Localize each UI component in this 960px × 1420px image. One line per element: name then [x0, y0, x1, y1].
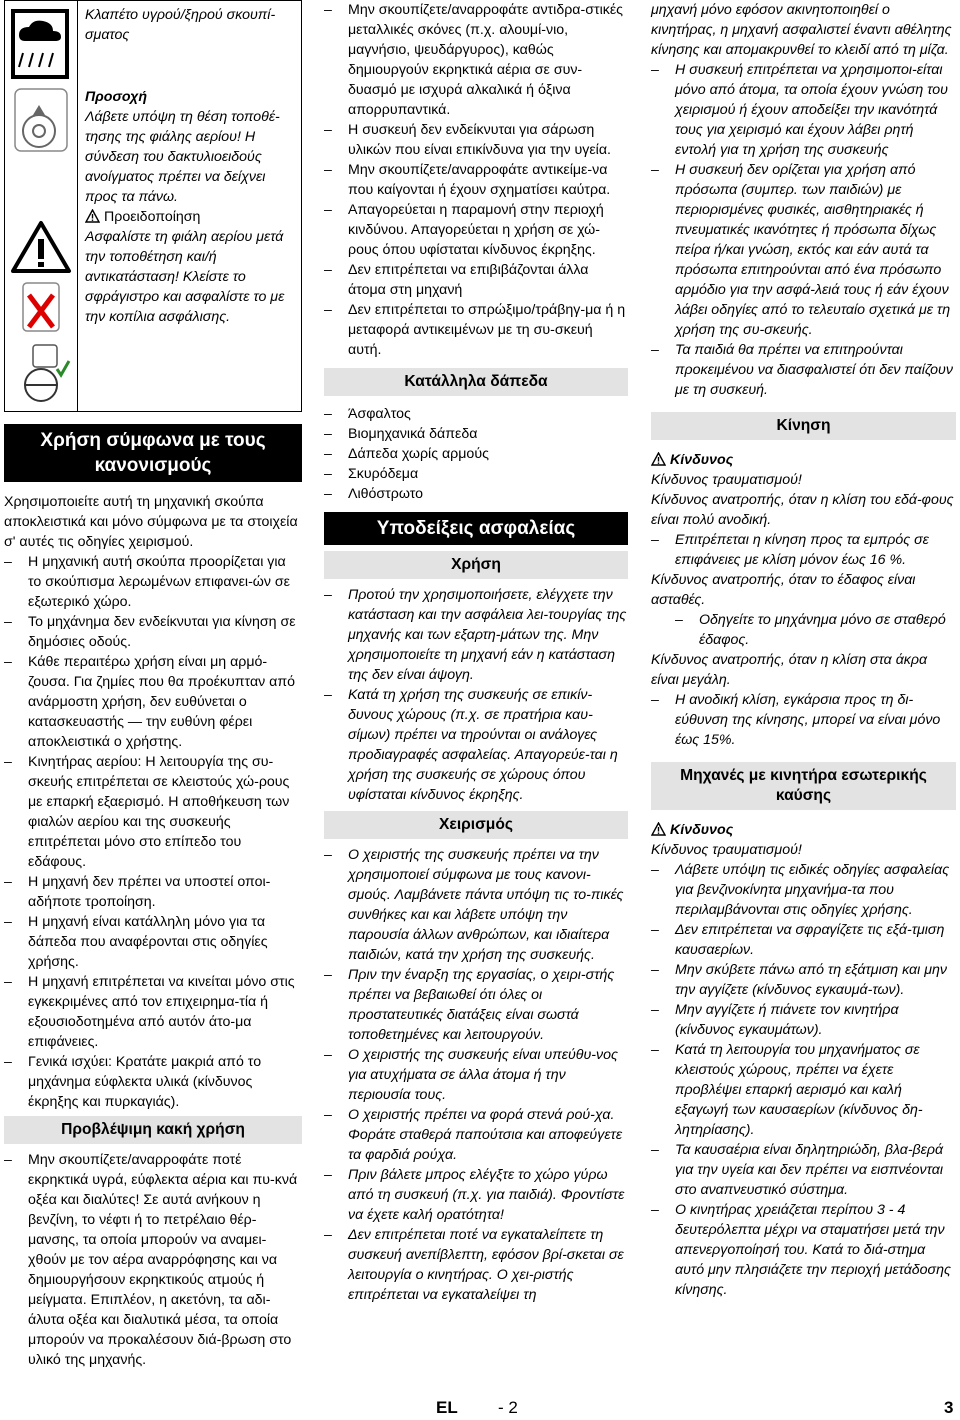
list-item: – Μην σκουπίζετε/αναρροφάτε ποτέ εκρηκτικά υγρά, εύφλεκτα αέρια και πυ-κνά οξέα και διαλύτες! Σε αυτά ανήκουν η βενζίνη, το νέφτι ή το πετρέλαιο θέρ-μανσης, τα οποία μπορούν να αναμει-χθούν με τον αέρα αναρρόφησης και να δημιουργήσουν εκρηκτικούς ατμούς ή μείγματα. Επιπλέον, η ακετόνη, τα αδι-άλυτα οξέα και διαλυτικά μέσα, τα οποία μπορούν να προκαλέσουν διά-βρωση στο υλικό της μηχανής. — [4, 1150, 302, 1370]
list-item: – Το μηχάνημα δεν ενδείκνυται για κίνηση σε δημόσιες οδούς. — [4, 612, 302, 652]
warning-box — [4, 0, 302, 412]
floors-list — [324, 404, 628, 504]
list-item: – Γενικά ισχύει: Κρατάτε μακριά από το μηχάνημα εύφλεκτα υλικά (κίνδυνος έκρηξης και πυρκαγιάς). — [4, 1052, 302, 1112]
tip-1-item: – Επιτρέπεται η κίνηση προς τα εμπρός σε επιφάνειες με κλίση μόνον έως 16 %. — [651, 530, 956, 570]
list-item: – Απαγορεύεται η παραμονή στην περιοχή κινδύνου. Απαγορεύεται η χρήση σε χώ-ρους όπου υφίσταται κίνδυνος έκρηξης. — [324, 200, 628, 260]
section-heading-operator: Χειρισμός — [324, 811, 628, 839]
list-item: – Ο χειριστής της συσκευής είναι υπεύθυ-νος για ατυχήματα σε άλλα άτομα ή την περιουσία τους. — [324, 1045, 628, 1105]
crossed-lock-icon — [23, 283, 59, 331]
column-3 — [651, 0, 956, 1300]
footer-page: - 2 — [498, 1398, 518, 1417]
list-item: – Δεν επιτρέπεται να επιβιβάζονται άλλα άτομα στη μηχανή — [324, 260, 628, 300]
operator-list-cont — [651, 60, 956, 400]
section-heading-movement: Κίνηση — [651, 412, 956, 440]
list-item: – Τα παιδιά θα πρέπει να επιτηρούνται προκειμένου να διασφαλιστεί ότι δεν παίζουν με τη συσκευή. — [651, 340, 956, 400]
list-item: – Λάβετε υπόψη τις ειδικές οδηγίες ασφαλείας για βενζινοκίνητα μηχανήμα-τα που περιλαμβάνονται στις οδηγίες χρήσης. — [651, 860, 956, 920]
floor-item: – Δάπεδα χωρίς αρμούς — [324, 444, 628, 464]
section-heading-misuse: Προβλέψιμη κακή χρήση — [4, 1116, 302, 1144]
caution-title: Προσοχή — [85, 89, 147, 105]
warn-title-row — [85, 207, 297, 227]
engine-danger-title: Κίνδυνος — [670, 822, 734, 838]
list-item: – Κατά τη χρήση της συσκευής σε επικίν-δυνους χώρους (π.χ. σε πρατήρια καυ-σίμων) πρέπει να τηρούνται οι ανάλογες προδιαγραφές ασφαλείας. Απαγορεύε-ται η χρήση της συσκευής σε χώρους όπου υφίσταται κίνδυνος έκρηξης. — [324, 685, 628, 805]
floor-item: – Βιομηχανικά δάπεδα — [324, 424, 628, 444]
warn-title: Προειδοποίηση — [104, 209, 201, 225]
section-heading-floors: Κατάλληλα δάπεδα — [324, 368, 628, 396]
list-item: – Η μηχανική αυτή σκούπα προορίζεται για το σκούπισμα λερωμένων επιφανει-ών σε εξωτερικό χώρο. — [4, 552, 302, 612]
warning-triangle-icon — [651, 452, 666, 466]
list-item: – Κινητήρας αερίου: Η λειτουργία της συ-σκευής επιτρέπεται σε κλειστούς χώ-ρους με επαρκή εξαερισμό. Η αποθήκευση των φιαλών αερίου και της συσκευής επιτρέπεται μόνο στο επίπεδο του εδάφους. — [4, 752, 302, 872]
list-item: – Η συσκευή δεν ορίζεται για χρήση από πρόσωπα (συμπερ. των παιδιών) με περιορισμένες φυσικές, αισθητηριακές ή πνευματικές ικανότητες ή πρόσωπα δίχως πείρα ή/και γνώση, εκτός και εάν αυτά τα πρόσωπα επιτηρούνται από ένα πρόσωπο αρμόδιο για την ασφά-λειά τους ή εάν έχουν λάβει οδηγίες από το τελευταίο σχετικά με τη χρήση της συ-σκευής. — [651, 160, 956, 340]
footer-side: 3 — [944, 1398, 954, 1417]
list-item: – Μην αγγίζετε ή πιάνετε τον κινητήρα (κίνδυνος εγκαυμάτων). — [651, 1000, 956, 1040]
engine-danger-title-row — [651, 820, 956, 840]
danger-title-row — [651, 450, 956, 470]
icon-column — [5, 1, 78, 411]
list-item: – Δεν επιτρέπεται το σπρώξιμο/τράβηγ-μα ή η μεταφορά αντικειμένων με τη συ-σκευή αυτή. — [324, 300, 628, 360]
list-item: – Δεν επιτρέπεται να σφραγίζετε τις εξά-τμιση καυσαερίων. — [651, 920, 956, 960]
section-heading-safety: Υποδείξεις ασφαλείας — [324, 512, 628, 545]
list-item: – Ο χειριστής πρέπει να φορά στενά ρού-χα. Φοράτε σταθερά παπούτσια και αποφεύγετε τα φαρδιά ρούχα. — [324, 1105, 628, 1165]
warn-text: Ασφαλίστε τη φιάλη αερίου μετά την τοποθέτηση και/ή αντικατάσταση! Κλείστε το σφράγιστρο και ασφαλίστε το με την κοπίλια ασφάλισης. — [85, 229, 285, 325]
list-item: – Η μηχανή δεν πρέπει να υποστεί οποι-αδήποτε τροποίηση. — [4, 872, 302, 912]
engine-danger: Κίνδυνος τραυματισμού! — [651, 842, 802, 858]
use-list — [324, 585, 628, 805]
list-item: – Η μηχανή είναι κατάλληλη μόνο για τα δάπεδα που αναφέρονται στις οδηγίες χρήσης. — [4, 912, 302, 972]
list-item: – Η συσκευή επιτρέπεται να χρησιμοποι-είται μόνο από άτομα, τα οποία έχουν γνώση του χειρισμού ή έχουν αποδείξει την ικανότητά τους για χειρισμό και έχουν λάβει ρητή εντολή για τη χρήση της συσκευής — [651, 60, 956, 160]
tip-2-item: – Οδηγείτε το μηχάνημα μόνο σε σταθερό έδαφος. — [651, 610, 956, 650]
footer-lang: EL — [436, 1398, 458, 1417]
caution-text: Λάβετε υπόψη τη θέση τοποθέ-τησης της φιάλης αερίου! Η σύνδεση του δακτυλιοειδούς ανοίγματος πρέπει να δείχνει προς τα πάνω. — [85, 109, 280, 205]
misuse-list-cont — [324, 0, 628, 360]
tip-3: Κίνδυνος ανατροπής, όταν η κλίση στα άκρα είναι μεγάλη. — [651, 652, 928, 688]
list-item: – Κατά τη λειτουργία του μηχανήματος σε κλειστούς χώρους, πρέπει να έχετε προβλέψει επαρκή αερισμό και καλή εξαγωγή των καυσαερίων (κίνδυνος δη-λητηρίασης). — [651, 1040, 956, 1140]
section-heading-use: Χρήση — [324, 551, 628, 579]
misuse-list — [4, 1150, 302, 1370]
wet-dry-flap-icon — [11, 9, 69, 79]
warning-triangle-icon — [85, 209, 100, 223]
floor-item: – Λιθόστρωτο — [324, 484, 628, 504]
warning-triangle-icon — [13, 223, 69, 271]
list-item: – Κάθε περαιτέρω χρήση είναι μη αρμό-ζουσα. Για ζημίες που θα προέκυπταν από ανάρμοστη χρήση, δεν ευθύνεται ο κατασκευαστής — την ευθύνη φέρει αποκλειστικά ο χρήστης. — [4, 652, 302, 752]
list-item: – Πριν την έναρξη της εργασίας, ο χειρι-στής πρέπει να βεβαιωθεί ότι όλες οι προστατευτικές διατάξεις είναι σωστά τοποθετημένες και λειτουργούν. — [324, 965, 628, 1045]
secured-bottle-icon — [25, 345, 69, 401]
list-item: – Προτού την χρησιμοποιήσετε, ελέγχετε την κατάσταση και την ασφάλεια λει-τουργίας της μηχανής και των εξαρτη-μάτων της. Μην χρησιμοποιείτε τη μηχανή εάν η κατάσταση της δεν είναι άψογη. — [324, 585, 628, 685]
list-item: – Ο κινητήρας χρειάζεται περίπου 3 - 4 δευτερόλεπτα μέχρι να σταματήσει μετά την απενεργοποίησή του. Κατά το διά-στημα αυτό μην πλησιάζετε την περιοχή μετάδοσης κίνησης. — [651, 1200, 956, 1300]
list-item: – Δεν επιτρέπεται ποτέ να εγκαταλείπετε τη συσκευή ανεπίβλεπτη, εφόσον βρί-σκεται σε λειτουργία ο κινητήρας. Ο χει-ριστής επιτρέπεται να εγκαταλείψει τη — [324, 1225, 628, 1305]
section-heading-intended-use: Χρήση σύμφωνα με τους κανονισμούς — [4, 424, 302, 482]
list-item: – Η μηχανή επιτρέπεται να κινείται μόνο στις εγκεκριμένες από τον επιχειρημα-τία ή εξουσιοδοτημένα από αυτόν άτο-μα επιφάνειες. — [4, 972, 302, 1052]
floor-item: – Σκυρόδεμα — [324, 464, 628, 484]
column-2 — [324, 0, 628, 1305]
intended-use-list — [4, 552, 302, 1112]
list-item: – Πριν βάλετε μπρος ελέγξτε το χώρο γύρω από τη συσκευή (π.χ. για παιδιά). Φροντίστε να έχετε καλή ορατότητα! — [324, 1165, 628, 1225]
section-heading-engine: Μηχανές με κινητήρα εσωτερικής καύσης — [651, 762, 956, 810]
warning-triangle-icon — [651, 822, 666, 836]
warning-text — [85, 5, 297, 327]
list-item: – Η συσκευή δεν ενδείκνυται για σάρωση υλικών που είναι επικίνδυνα για την υγεία. — [324, 120, 628, 160]
column-1 — [4, 424, 302, 1370]
engine-list — [651, 860, 956, 1300]
warning-icons — [5, 1, 77, 411]
floor-item: – Άσφαλτος — [324, 404, 628, 424]
list-item: – Ο χειριστής της συσκευής πρέπει να την χρησιμοποιεί σύμφωνα με τους κανονι-σμούς. Λαμβάνετε πάντα υπόψη τις το-πικές συνθήκες και και λάβετε υπόψη την παρουσία άλλων ανθρώπων, και ιδιαίτερα παιδιών, κατά την χρήση της συσκευής. — [324, 845, 628, 965]
tip-1: Κίνδυνος ανατροπής, όταν η κλίση του εδά-φους είναι πολύ ανοδική. — [651, 492, 954, 528]
operator-list — [324, 845, 628, 1305]
list-item: – Μην σκουπίζετε/αναρροφάτε αντιδρα-στικές μεταλλικές σκόνες (π.χ. αλουμί-νιο, μαγνήσιο, ψευδάργυρος), καθώς δημιουργούν εκρηκτικά αέρια σε συν-δυασμό με ισχυρά αλκαλικά ή όξινα απορρυπαντικά. — [324, 0, 628, 120]
danger-title: Κίνδυνος — [670, 452, 734, 468]
tip-3-item: – Η ανοδική κλίση, εγκάρσια προς τη δι-εύθυνση της κίνησης, μπορεί να είναι μόνο έως 15%. — [651, 690, 956, 750]
move-danger: Κίνδυνος τραυματισμού! — [651, 472, 802, 488]
list-item: – Τα καυσαέρια είναι δηλητηριώδη, βλα-βερά για την υγεία και δεν πρέπει να εισπνέονται στο αναπνευστικό σύστημα. — [651, 1140, 956, 1200]
continued-text: μηχανή μόνο εφόσον ακινητοποιηθεί ο κινητήρας, η μηχανή ασφαλιστεί έναντι αθέλητης κίνησης και απομακρυνθεί το κλειδί από τη μίζα. — [651, 2, 952, 58]
tip-2: Κίνδυνος ανατροπής, όταν το έδαφος είναι ασταθές. — [651, 572, 916, 608]
list-item: – Μην σκύβετε πάνω από τη εξάτμιση και μην την αγγίζετε (κίνδυνος εγκαυμά-των). — [651, 960, 956, 1000]
wet-dry-text: Κλαπέτο υγρού/ξηρού σκουπί-σματος — [85, 7, 276, 43]
gas-bottle-position-icon — [15, 89, 67, 151]
list-item: – Μην σκουπίζετε/αναρροφάτε αντικείμε-να που καίγονται ή έχουν σχηματίσει καύτρα. — [324, 160, 628, 200]
intro-paragraph: Χρησιμοποιείτε αυτή τη μηχανική σκούπα αποκλειστικά και μόνο σύμφωνα με τα στοιχεία σ' αυτές τις οδηγίες χειρισμού. — [4, 494, 298, 550]
